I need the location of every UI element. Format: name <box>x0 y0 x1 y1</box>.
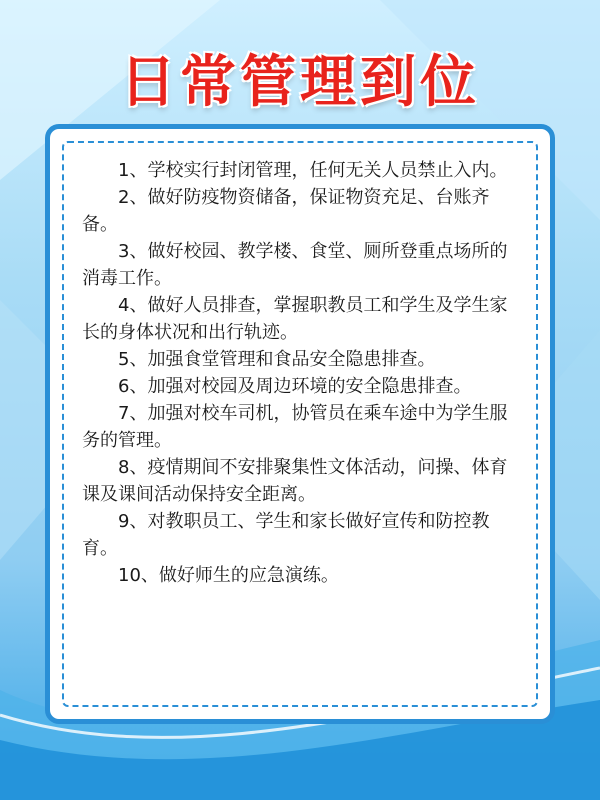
list-item: 7、加强对校车司机，协管员在乘车途中为学生服务的管理。 <box>82 403 508 451</box>
list-item: 8、疫情期间不安排聚集性文体活动，问操、体育课及课间活动保持安全距离。 <box>82 457 508 505</box>
list-item: 6、加强对校园及周边环境的安全隐患排查。 <box>118 376 472 397</box>
list-item: 5、加强食堂管理和食品安全隐患排查。 <box>118 349 436 370</box>
list-item: 4、做好人员排查，掌握职教员工和学生及学生家长的身体状况和出行轨迹。 <box>82 295 508 343</box>
list-item: 3、做好校园、教学楼、食堂、厕所登重点场所的消毒工作。 <box>82 241 508 289</box>
list-item: 10、做好师生的应急演练。 <box>118 565 339 586</box>
list-item: 1、学校实行封闭管理，任何无关人员禁止入内。 <box>118 160 508 181</box>
list-item: 9、对教职员工、学生和家长做好宣传和防控教育。 <box>82 511 490 559</box>
content-panel <box>45 124 555 724</box>
management-list <box>82 157 520 589</box>
list-item: 2、做好防疫物资储备，保证物资充足、台账齐备。 <box>82 187 490 235</box>
page-title: 日常管理到位 <box>120 50 480 115</box>
